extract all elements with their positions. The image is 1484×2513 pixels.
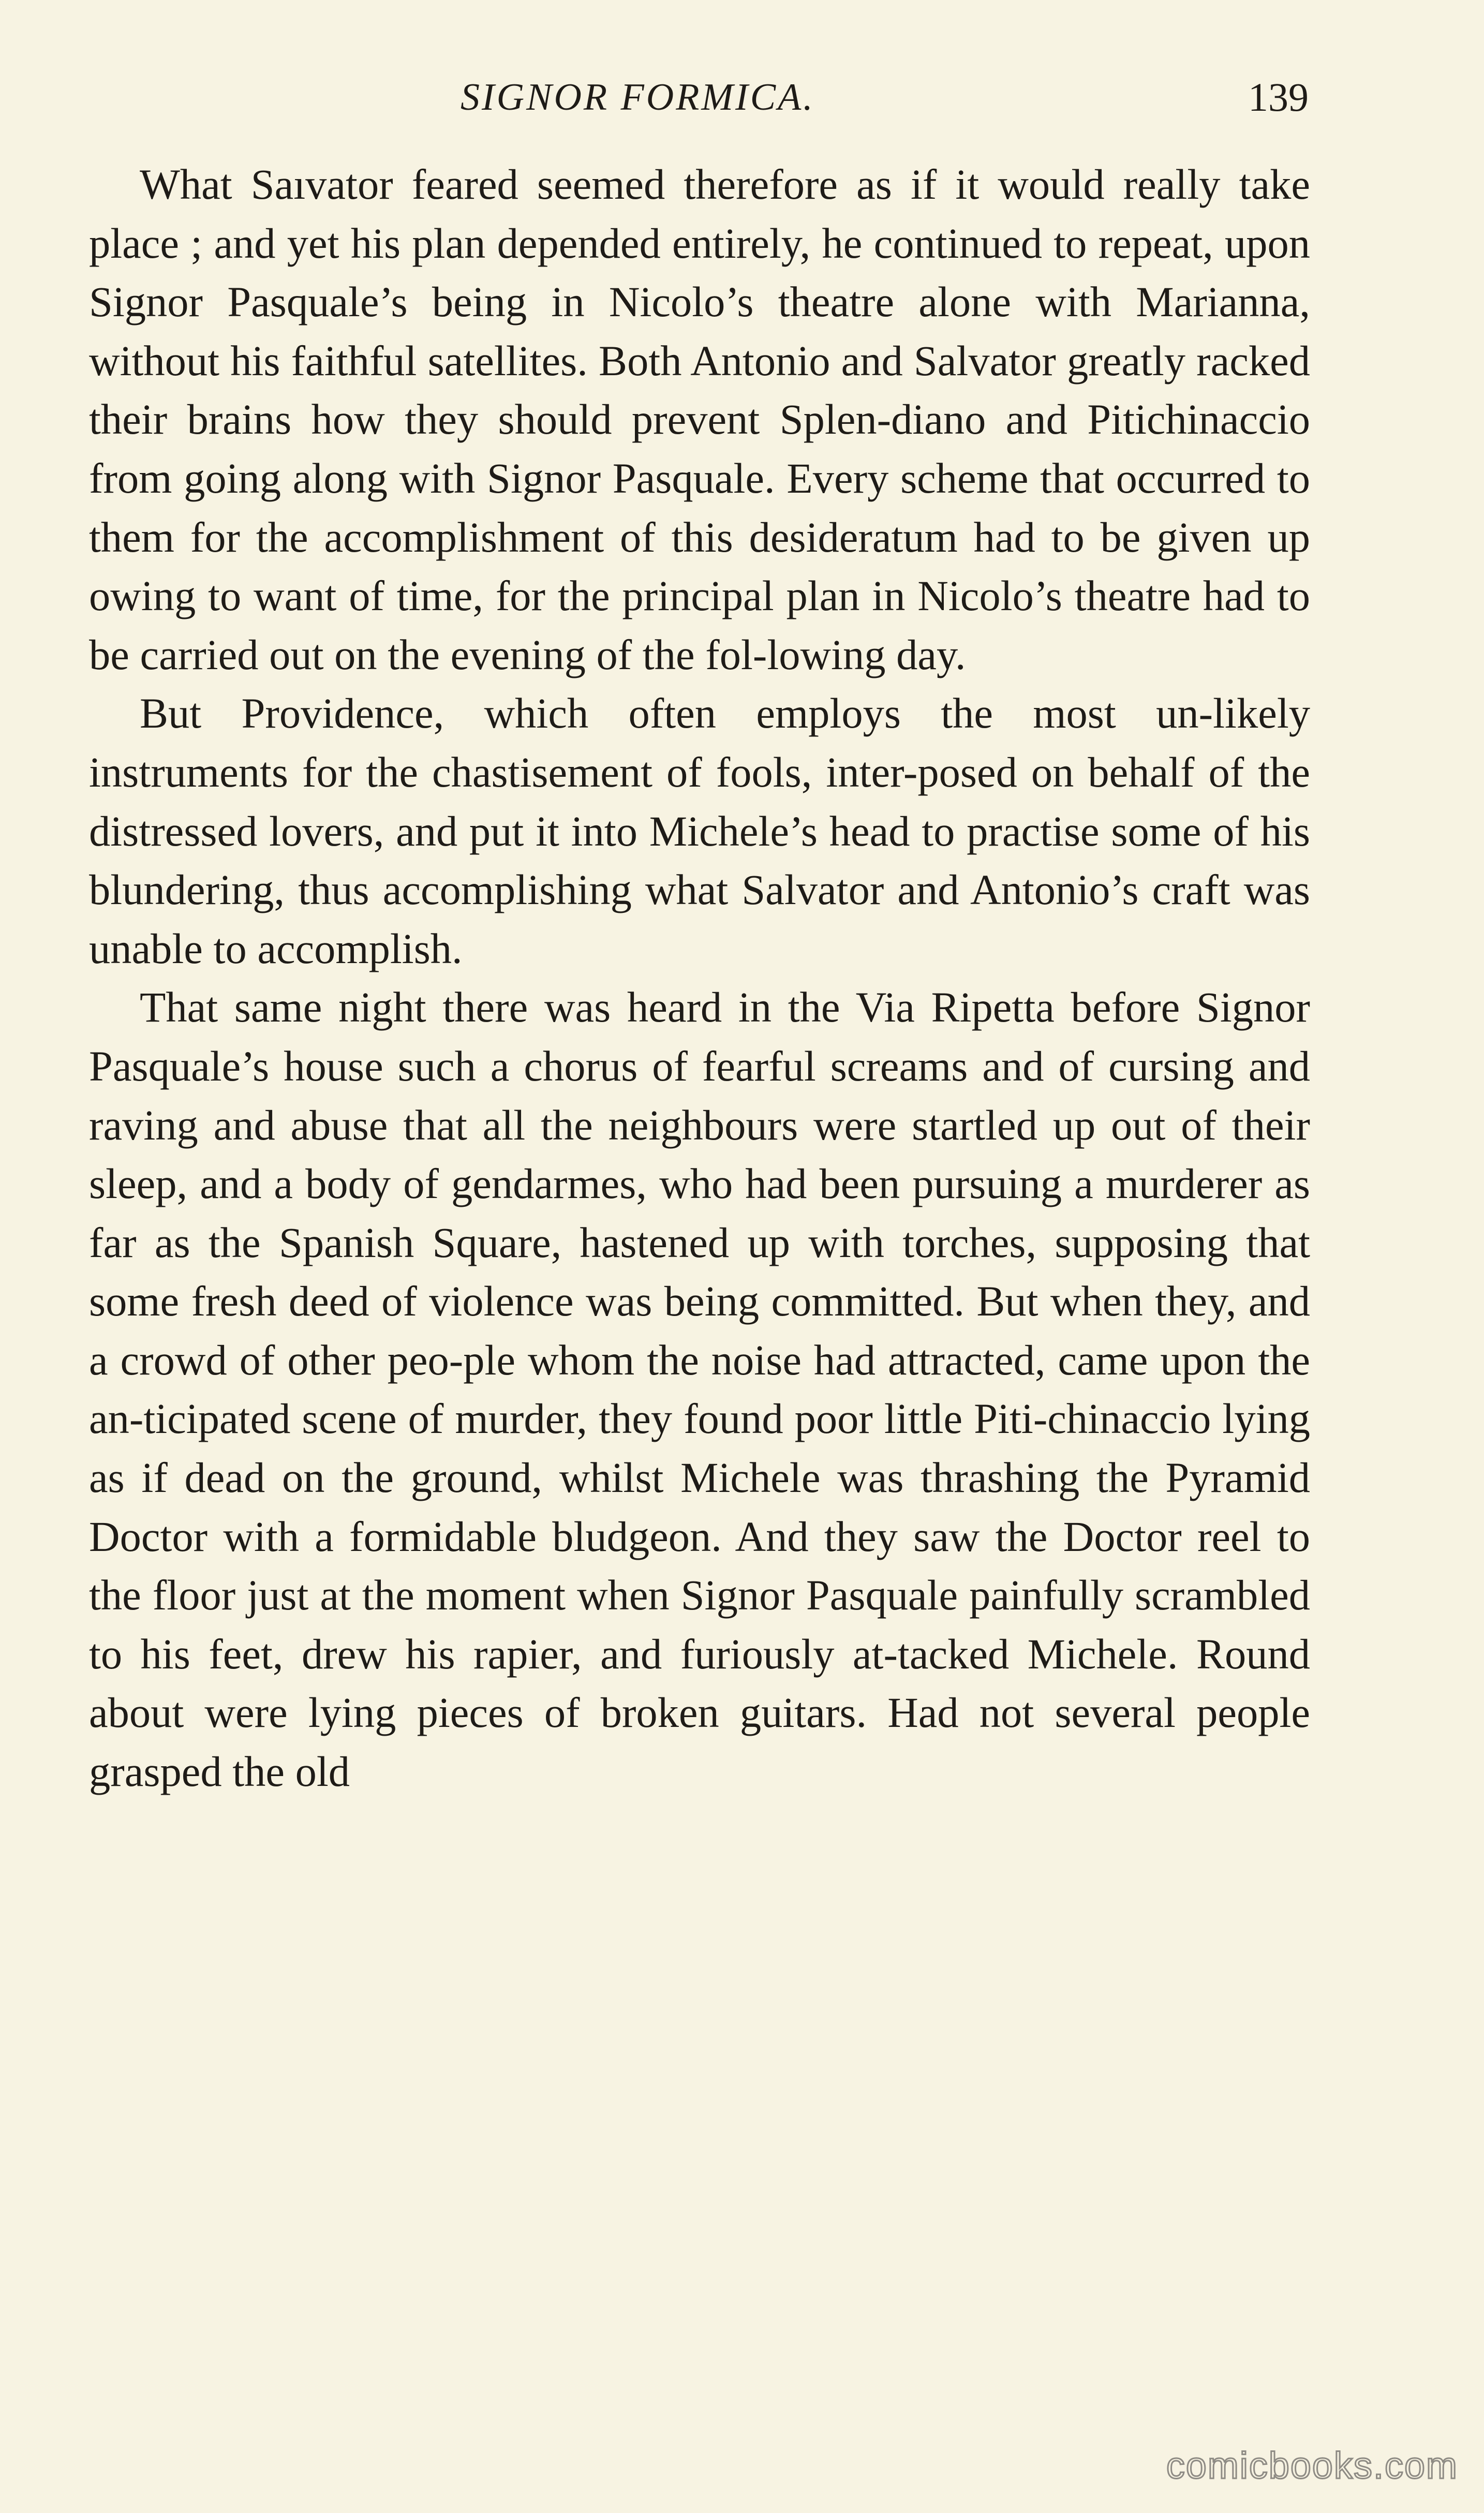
paragraph: What Saıvator feared seemed therefore as if it would really take place ; and yet his plan depended entirely, he continued to repeat, upon Signor Pasquale’s being in Nicolo’s theatre alone with Marianna, without his faithful satellites. Both Antonio and Salvator greatly racked their brains how they should prevent Splen-diano and Pitichinaccio from going along with Signor Pasquale. Every scheme that occurred to them for the accomplishment of this desideratum had to be given up owing to want of time, for the principal plan in Nicolo’s theatre had to be carried out on the evening of the fol-lowing day. <box>89 160 1310 678</box>
paragraph: But Providence, which often employs the most un-likely instruments for the chastisement of fools, inter-posed on behalf of the distressed lovers, and put it into Michele’s head to practise some of his blundering, thus accomplishing what Salvator and Antonio’s craft was unable to accomplish. <box>89 689 1310 972</box>
watermark: comicbooks.com <box>1166 2445 1458 2487</box>
paragraph: That same night there was heard in the Via Ripetta before Signor Pasquale’s house such a chorus of fearful screams and of cursing and raving and abuse that all the neighbours were startled up out of their sleep, and a body of gendarmes, who had been pursuing a murderer as far as the Spanish Square, hastened up with torches, supposing that some fresh deed of violence was being committed. But when they, and a crowd of other peo-ple whom the noise had attracted, came upon the an-ticipated scene of murder, they found poor little Piti-chinaccio lying as if dead on the ground, whilst Michele was thrashing the Pyramid Doctor with a formidable bludgeon. And they saw the Doctor reel to the floor just at the moment when Signor Pasquale painfully scrambled to his feet, drew his rapier, and furiously at-tacked Michele. Round about were lying pieces of broken guitars. Had not several people grasped the old <box>89 983 1310 1796</box>
running-title: SIGNOR FORMICA. <box>461 76 815 119</box>
body-text <box>89 155 1310 1801</box>
page-number: 139 <box>1248 75 1309 120</box>
running-head <box>0 71 1484 123</box>
